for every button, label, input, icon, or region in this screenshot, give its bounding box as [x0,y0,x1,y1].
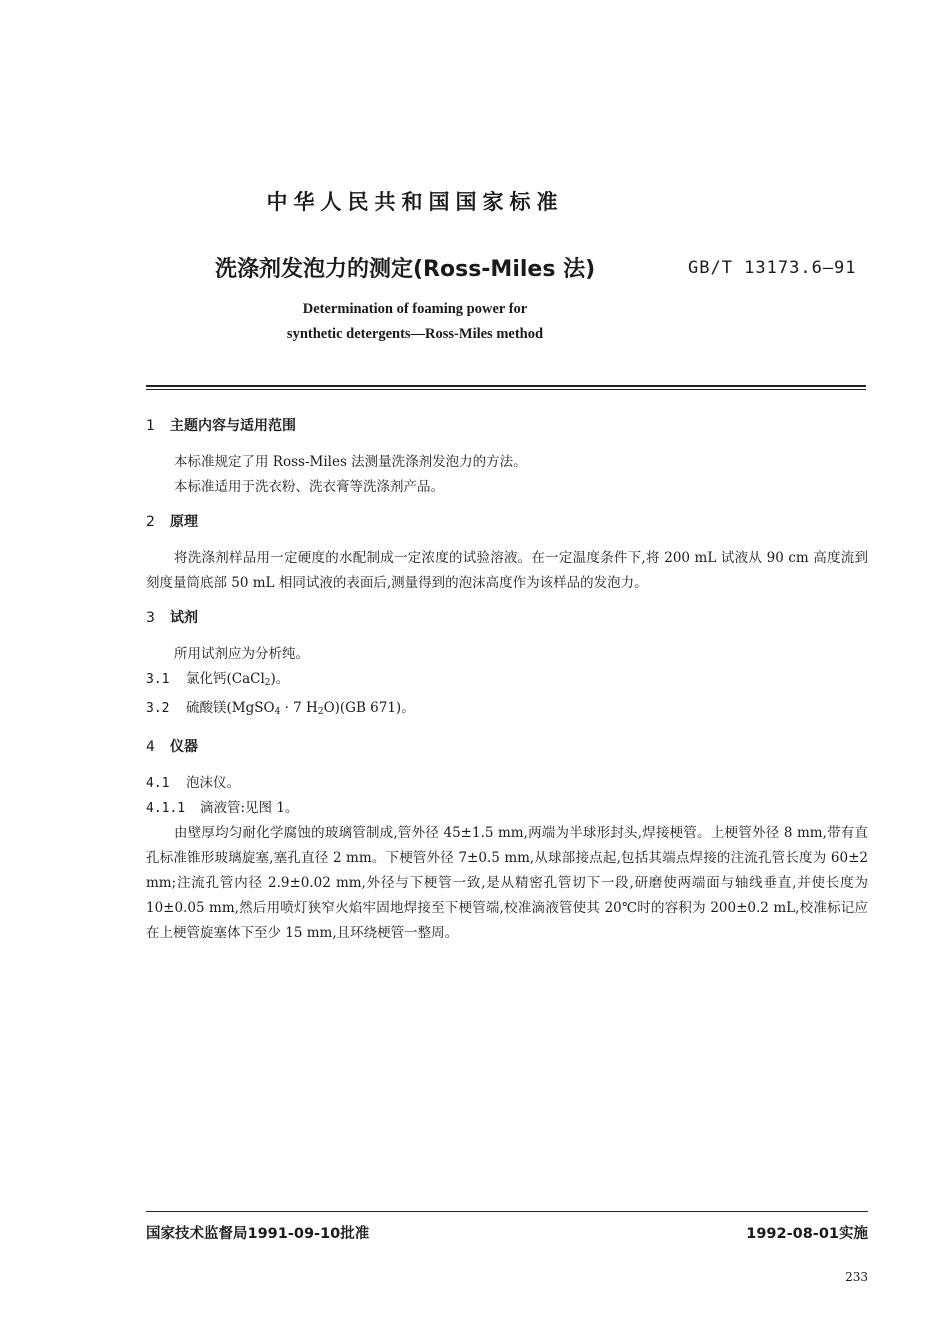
section-heading [146,606,868,631]
paragraph: 本标准适用于洗衣粉、洗衣膏等洗涤剂产品。 [174,479,444,495]
document-body [146,414,868,956]
section-heading [146,735,868,760]
clause-4-1 [146,771,868,796]
section-title: 仪器 [170,739,198,755]
footer-divider [146,1211,868,1212]
paragraph: 所用试剂应为分析纯。 [174,646,309,662]
clause-3-2 [146,696,868,725]
clause-number: 4.1 [146,776,170,791]
issuing-organization: 中华人民共和国国家标准 [266,190,564,214]
section-title: 原理 [170,514,198,530]
section-number: 3 [146,610,155,626]
paragraph: 由壁厚均匀耐化学腐蚀的玻璃管制成,管外径 45±1.5 mm,两端为半球形封头,焊接梗管。上梗管外径 8 mm,带有直孔标准锥形玻璃旋塞,塞孔直径 2 mm。下梗管外径 7±0.5 mm,从球部接点起,包括其端点焊接的注流孔管长度为 60±2 mm;注流孔管内径 2.9±0.02 mm,外径与下梗管一致,是从精密孔管切下一段,研磨使两端面与轴线垂直,并使长度为 10±0.05 mm,然后用喷灯狭窄火焰牢固地焊接至下梗管端,校准滴液管使其 20℃时的容积为 200±0.2 mL,校准标记应在上梗管旋塞体下至少 15 mm,且环绕梗管一整周。 [146,825,868,941]
clause-number: 3.2 [146,701,170,716]
section-title: 试剂 [170,610,198,626]
effective-date: 1992-08-01实施 [746,1226,868,1242]
header-divider-thin [146,389,866,390]
paragraph: 本标准规定了用 Ross-Miles 法测量洗涤剂发泡力的方法。 [174,454,527,470]
clause-text-mid: · 7 H [280,700,318,716]
header-divider-thick [146,385,866,387]
section-1 [146,414,868,500]
clause-3-1 [146,667,868,696]
clause-text: 硫酸镁(MgSO [186,700,275,716]
clause-number: 3.1 [146,672,170,687]
clause-text-tail: O)(GB 671)。 [323,700,415,716]
document-title-en-line2: synthetic detergents—Ross-Miles method [286,326,544,342]
section-number: 2 [146,514,155,530]
approval-date: 国家技术监督局1991-09-10批准 [146,1226,370,1242]
section-title: 主题内容与适用范围 [170,418,296,434]
section-2 [146,510,868,596]
clause-4-1-1 [146,796,868,821]
subscript: 2 [264,678,271,688]
clause-text: 泡沫仪。 [186,775,240,791]
clause-text-tail: )。 [270,671,290,687]
section-heading [146,414,868,439]
section-number: 4 [146,739,155,755]
subscript: 2 [317,707,324,717]
section-4 [146,735,868,946]
clause-number: 4.1.1 [146,801,186,816]
clause-text: 氯化钙(CaCl [186,671,265,687]
document-title-cn: 洗涤剂发泡力的测定(Ross-Miles 法) [215,257,596,282]
paragraph: 将洗涤剂样品用一定硬度的水配制成一定浓度的试验溶液。在一定温度条件下,将 200 mL 试液从 90 cm 高度流到刻度量筒底部 50 mL 相同试液的表面后,测量得到的泡沫高度作为该样品的发泡力。 [146,550,868,591]
subscript: 4 [274,707,281,717]
section-number: 1 [146,418,155,434]
page-number: 233 [845,1270,868,1284]
section-heading [146,510,868,535]
section-3 [146,606,868,725]
document-title-en-line1: Determination of foaming power for [302,301,528,317]
standard-number: GB/T 13173.6—91 [688,258,857,278]
clause-text: 滴液管:见图 1。 [200,800,299,816]
